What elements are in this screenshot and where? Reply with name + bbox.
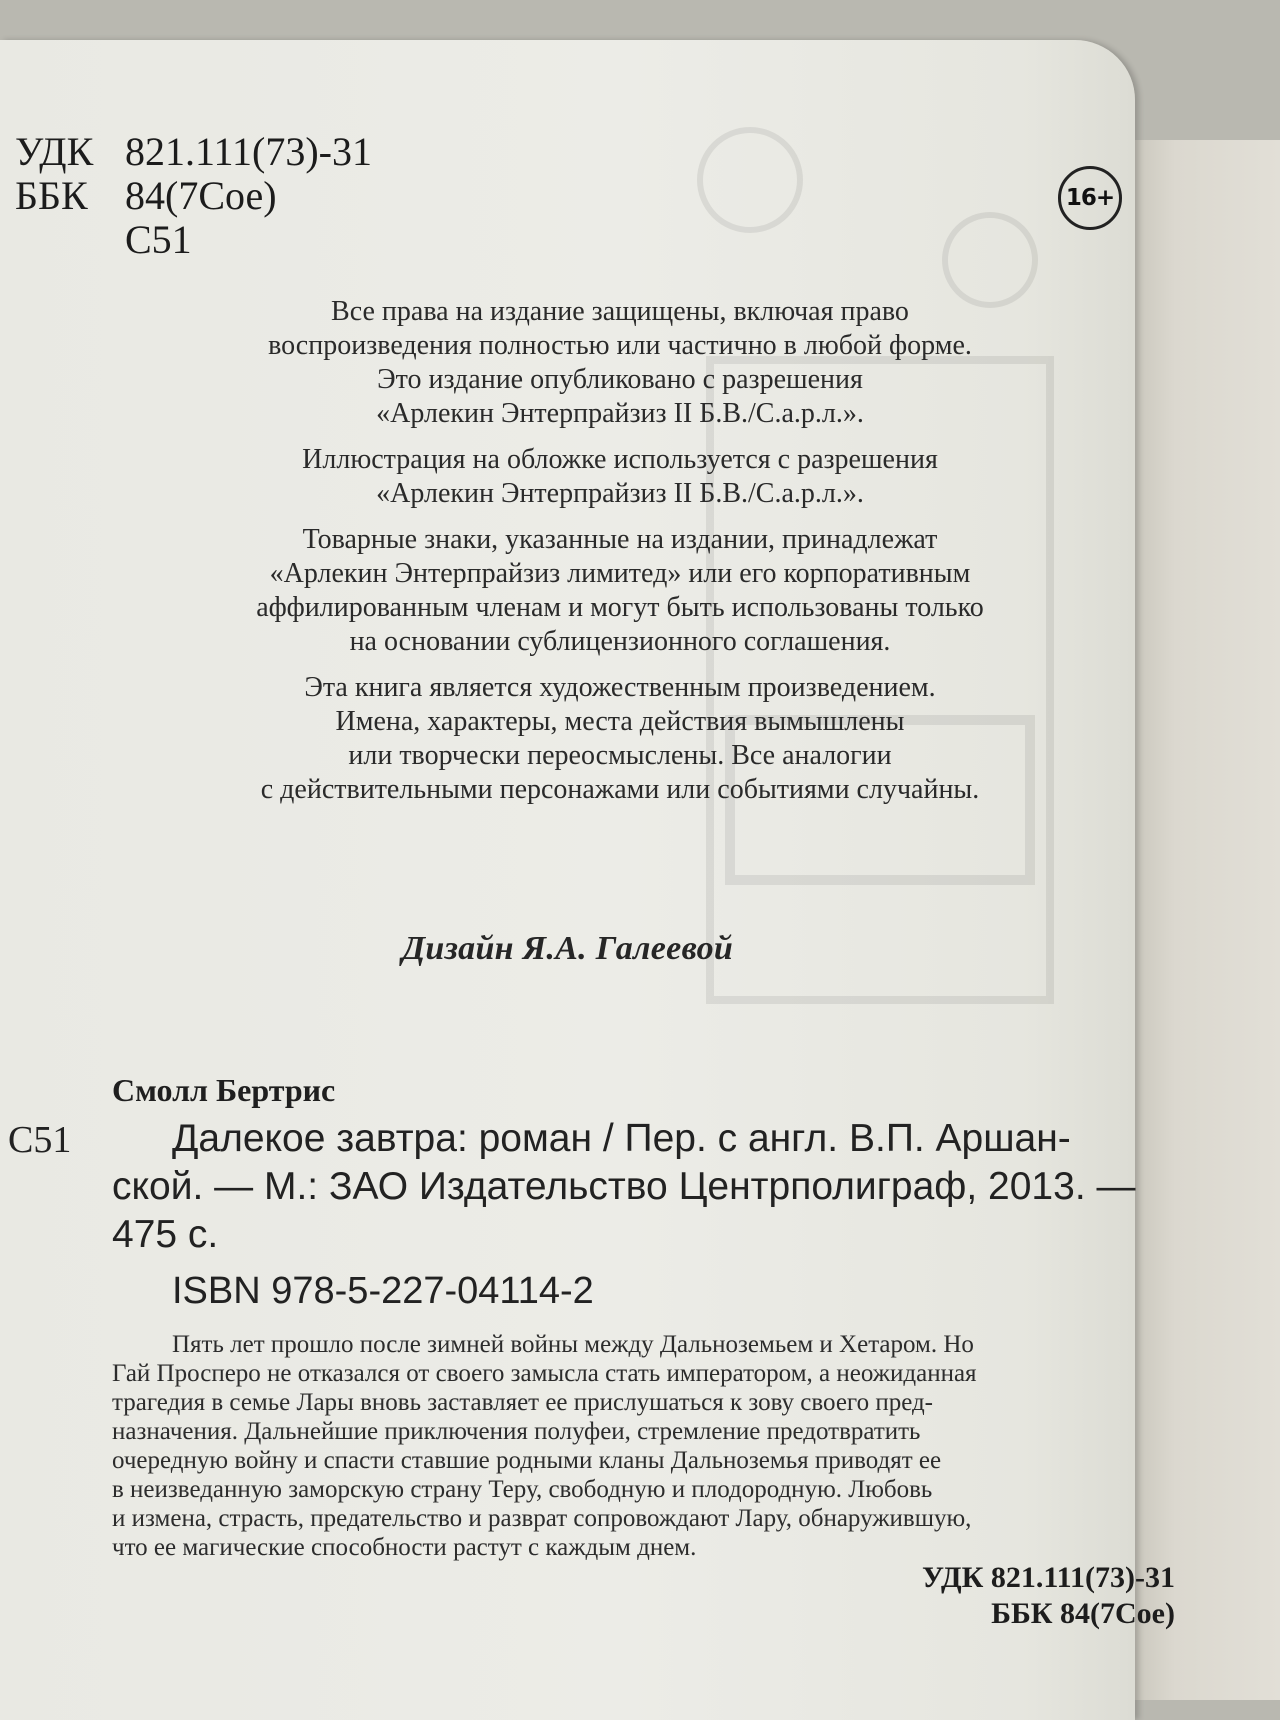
text-line: Гай Просперо не отказался от своего замысла стать императором, а неожиданная bbox=[112, 1360, 977, 1387]
author-mark: С51 bbox=[125, 217, 192, 262]
text-line: «Арлекин Энтерпрайзиз II Б.В./С.а.р.л.». bbox=[376, 398, 864, 429]
bbk-label: ББК bbox=[15, 173, 88, 218]
annotation bbox=[112, 1330, 1172, 1562]
text-line: Далекое завтра: роман / Пер. с англ. В.П. Аршан- bbox=[172, 1117, 1071, 1160]
rights-paragraph-1 bbox=[100, 295, 1140, 431]
udk-value: 821.111(73)-31 bbox=[125, 129, 372, 174]
classification-codes bbox=[15, 130, 372, 262]
text-line: с действительными персонажами или событиями случайны. bbox=[260, 774, 980, 805]
text-line: что ее магические способности растут с каждым днем. bbox=[112, 1534, 697, 1561]
text-line: Иллюстрация на обложке используется с разрешения bbox=[302, 444, 938, 475]
text-line: на основании сублицензионного соглашения. bbox=[349, 626, 891, 657]
text-line: назначения. Дальнейшие приключения полуфеи, стремление предотвратить bbox=[112, 1418, 921, 1445]
bbk-value: 84(7Сое) bbox=[125, 173, 277, 218]
design-credit: Дизайн Я.А. Галеевой bbox=[401, 930, 734, 967]
text-line: Это издание опубликовано с разрешения bbox=[377, 364, 863, 395]
text-line: «Арлекин Энтерпрайзиз II Б.В./С.а.р.л.». bbox=[376, 478, 864, 509]
text-line: Эта книга является художественным произведением. bbox=[304, 672, 936, 703]
rights-paragraph-3 bbox=[100, 523, 1140, 659]
text-line: очередную войну и спасти ставшие родными кланы Дальноземья приводят ее bbox=[112, 1447, 942, 1474]
rights-paragraph-4 bbox=[100, 671, 1140, 807]
text-line: Пять лет прошло после зимней войны между Дальноземьем и Хетаром. Но bbox=[172, 1331, 974, 1358]
text-line: или творчески переосмыслены. Все аналогии bbox=[348, 740, 892, 771]
bbk-bottom: ББК 84(7Сое) bbox=[991, 1597, 1175, 1630]
text-line: «Арлекин Энтерпрайзиз лимитед» или его корпоративным bbox=[269, 558, 971, 589]
text-line: Имена, характеры, места действия вымышлены bbox=[335, 706, 905, 737]
author-mark-left: С51 bbox=[8, 1119, 72, 1161]
udk-label: УДК bbox=[15, 129, 94, 174]
text-line: аффилированным членам и могут быть использованы только bbox=[256, 592, 984, 623]
text-line: и измена, страсть, предательство и разврат сопровождают Лару, обнаружившую, bbox=[112, 1505, 972, 1532]
text-line: Товарные знаки, указанные на издании, принадлежат bbox=[302, 524, 938, 555]
udk-bottom: УДК 821.111(73)-31 bbox=[921, 1561, 1175, 1594]
text-line: ской. — М.: ЗАО Издательство Центрполиграф, 2013. — bbox=[112, 1165, 1136, 1208]
rights-notice bbox=[100, 295, 1140, 819]
classification-codes-bottom bbox=[922, 1560, 1175, 1632]
text-line: воспроизведения полностью или частично в любой форме. bbox=[268, 330, 972, 361]
text-line: в неизведанную заморскую страну Теру, свободную и плодородную. Любовь bbox=[112, 1476, 933, 1503]
age-rating-badge: 16+ bbox=[1058, 166, 1122, 230]
rights-paragraph-2 bbox=[100, 443, 1140, 511]
text-line: 475 с. bbox=[112, 1213, 219, 1256]
author-name: Смолл Бертрис bbox=[112, 1072, 336, 1108]
text-line: Все права на издание защищены, включая право bbox=[331, 296, 909, 327]
bibliographic-record bbox=[112, 1115, 1167, 1259]
isbn: ISBN 978-5-227-04114-2 bbox=[172, 1270, 594, 1312]
text-line: трагедия в семье Лары вновь заставляет ее прислушаться к зову своего пред- bbox=[112, 1389, 934, 1416]
